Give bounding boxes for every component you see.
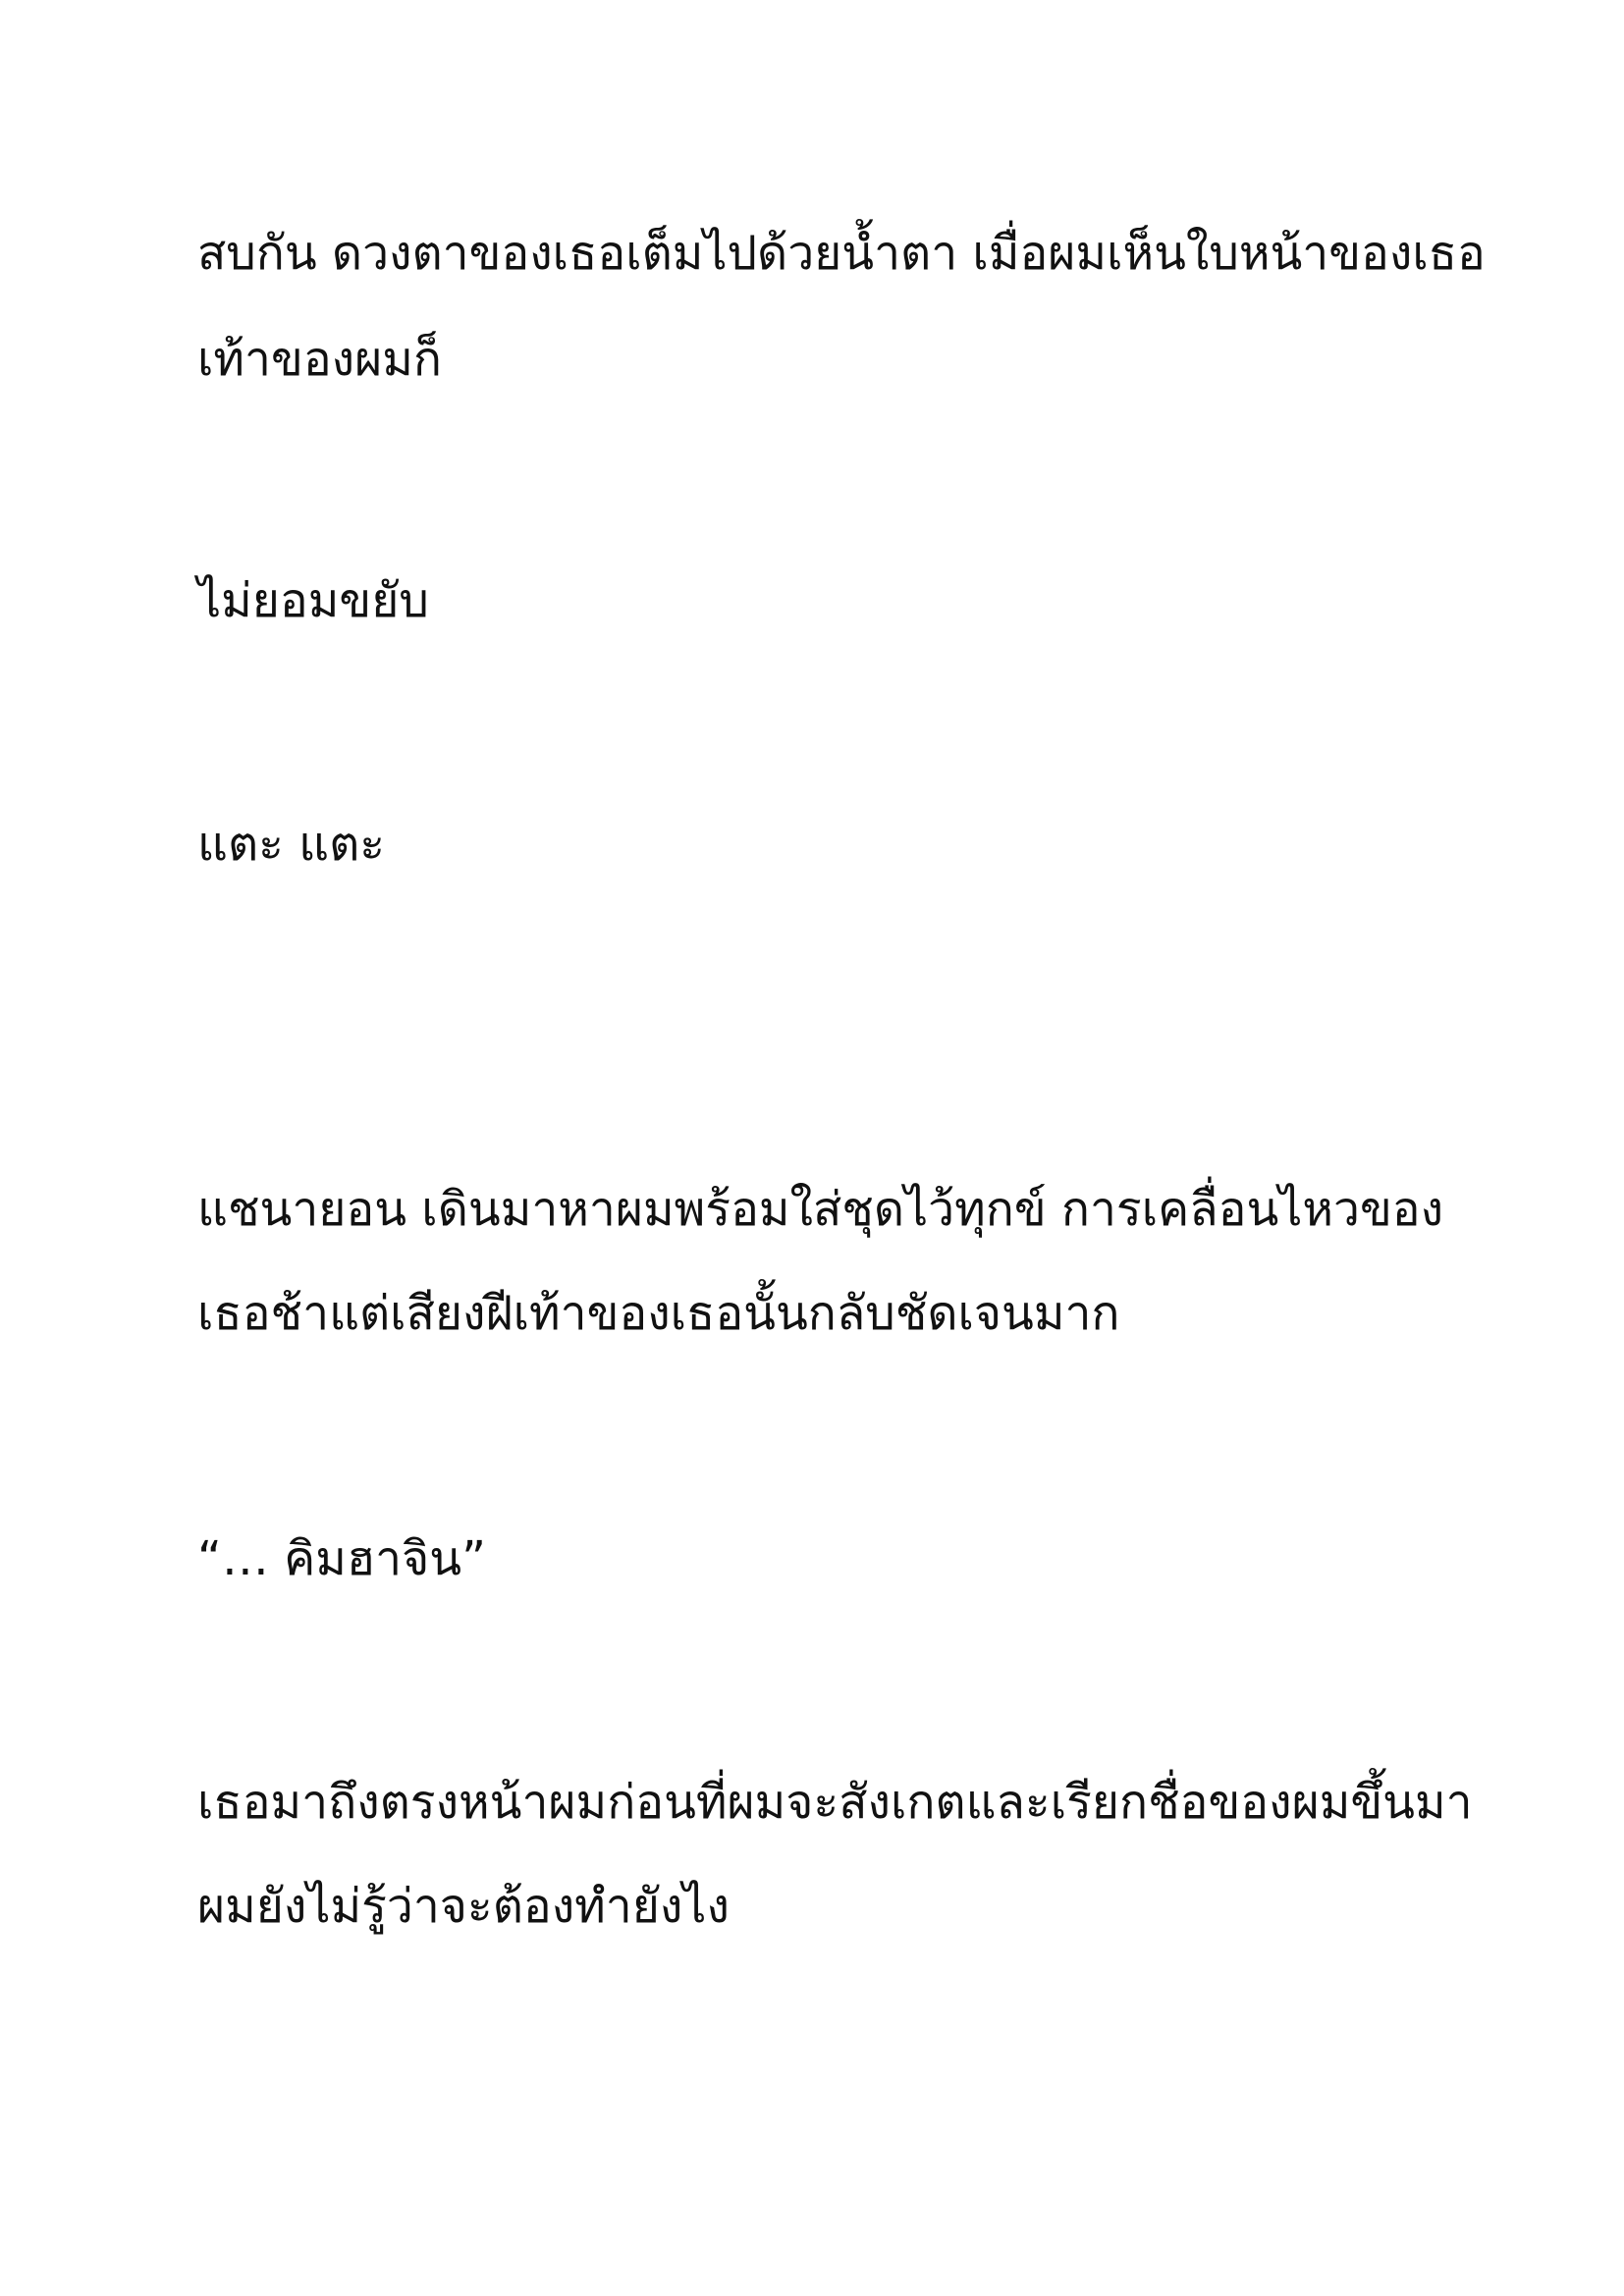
- text-line-9: ผมยังไม่รู้ว่าจะต้องทำยังไง: [197, 1879, 730, 1934]
- text-line-7: “… คิมฮาจิน”: [197, 1531, 486, 1586]
- text-line-2: เท้าของผมก็: [197, 332, 442, 387]
- text-line-5: แชนายอน เดินมาหาผมพร้อมใส่ชุดไว้ทุกข์ การเคลื่อนไหวของ: [197, 1182, 1444, 1237]
- text-line-3: ไม่ยอมขยับ: [197, 573, 429, 628]
- text-line-8: เธอมาถึงตรงหน้าผมก่อนที่ผมจะสังเกตและเรียกชื่อของผมขึ้นมา: [197, 1775, 1473, 1830]
- text-line-6: เธอช้าแต่เสียงฝีเท้าของเธอนั้นกลับชัดเจนมาก: [197, 1286, 1120, 1341]
- text-line-1: สบกัน ดวงตาของเธอเต็มไปด้วยน้ำตา เมื่อผมเห็นใบหน้าของเธอ: [197, 226, 1486, 281]
- text-line-4: แตะ แตะ: [197, 817, 386, 872]
